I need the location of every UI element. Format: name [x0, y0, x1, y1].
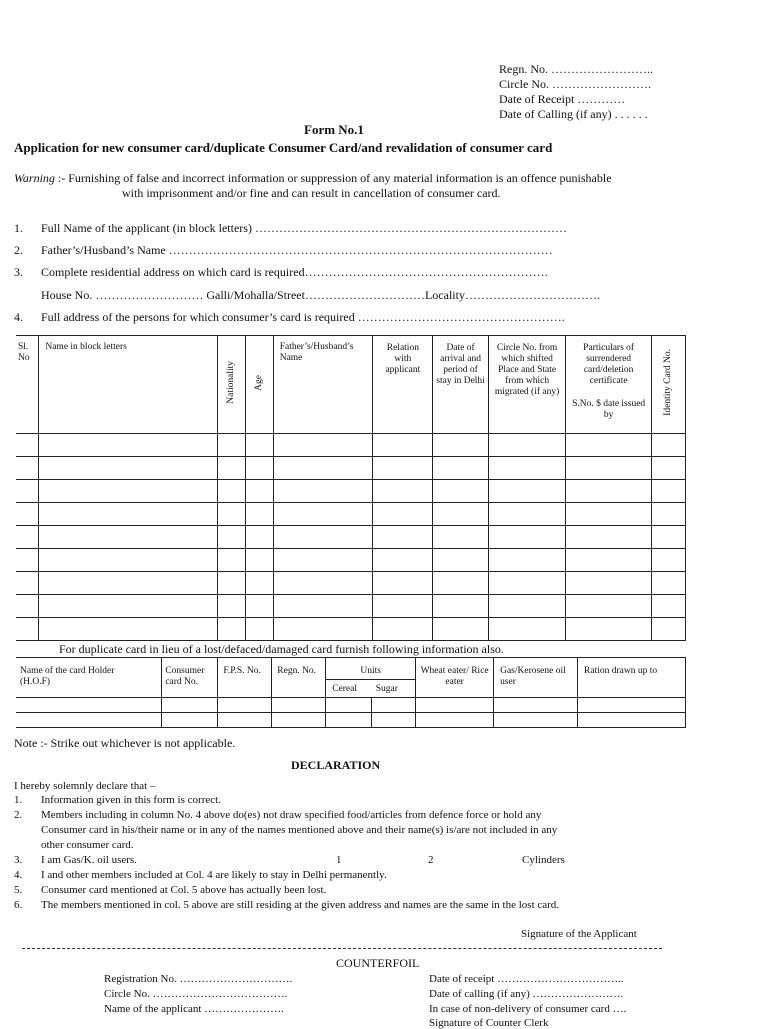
- cell[interactable]: [433, 595, 489, 618]
- col-particulars: Particulars of surrendered card/deletion certificate: [583, 343, 635, 386]
- cell[interactable]: [373, 595, 433, 618]
- cell[interactable]: [218, 503, 246, 526]
- cell[interactable]: [651, 434, 685, 457]
- counterfoil-clerk-signature: Signature of Counter Clerk: [429, 1017, 549, 1029]
- decl-5-text: Consumer card mentioned at Col. 5 above has actually been lost.: [41, 884, 327, 896]
- declaration-intro: I hereby solemnly declare that –: [14, 780, 156, 792]
- cell[interactable]: [218, 457, 246, 480]
- cell[interactable]: [39, 503, 218, 526]
- cell[interactable]: [373, 526, 433, 549]
- members-table: [16, 335, 686, 641]
- cell[interactable]: [578, 698, 686, 713]
- cell[interactable]: [433, 457, 489, 480]
- cell[interactable]: [16, 698, 162, 713]
- counterfoil-date-calling: Date of calling (if any) …………………….: [429, 988, 624, 1000]
- cell[interactable]: [566, 595, 652, 618]
- cell[interactable]: [162, 713, 218, 728]
- cell[interactable]: [566, 434, 652, 457]
- table-row: [16, 618, 686, 641]
- field-4-num: 4.: [14, 310, 23, 324]
- col-identity-card: Identity Card No.: [662, 349, 673, 416]
- col-cereal: Cereal: [332, 684, 358, 694]
- declaration-title: DECLARATION: [291, 758, 381, 772]
- cell[interactable]: [39, 618, 218, 641]
- field-1-num: 1.: [14, 221, 23, 235]
- cell[interactable]: [566, 503, 652, 526]
- cell[interactable]: [39, 526, 218, 549]
- cell[interactable]: [273, 549, 373, 572]
- col-units: Units: [360, 666, 381, 676]
- cell[interactable]: [433, 526, 489, 549]
- cell[interactable]: [245, 434, 273, 457]
- duplicate-header-row: [16, 658, 686, 680]
- decl-3-text: I am Gas/K. oil users.: [41, 854, 137, 866]
- decl-2-text-end: other consumer card.: [41, 839, 134, 851]
- decl-2-num: 2.: [14, 809, 23, 821]
- cell[interactable]: [39, 434, 218, 457]
- warning-line-1: [14, 171, 612, 186]
- field-full-name[interactable]: Full Name of the applicant (in block letters) ……………………………………………………………………: [41, 221, 567, 235]
- col-ration-drawn: Ration drawn up to: [584, 666, 658, 676]
- cell[interactable]: [373, 434, 433, 457]
- cell[interactable]: [218, 698, 272, 713]
- cell[interactable]: [373, 549, 433, 572]
- cell[interactable]: [651, 595, 685, 618]
- field-house-locality[interactable]: House No. ……………………… Galli/Mohalla/Street…………………………Locality…………………………….: [41, 288, 600, 302]
- cell[interactable]: [433, 549, 489, 572]
- col-name: Name in block letters: [45, 342, 127, 352]
- col-fps-no: F.P.S. No.: [223, 666, 261, 676]
- cell[interactable]: [373, 618, 433, 641]
- cell[interactable]: [488, 434, 565, 457]
- cell[interactable]: [373, 503, 433, 526]
- duplicate-table: [16, 657, 686, 728]
- table-row: [16, 480, 686, 503]
- cell[interactable]: [373, 457, 433, 480]
- strike-out-note: Note :- Strike out whichever is not applicable.: [14, 736, 236, 750]
- decl-2-text-cont: Consumer card in his/their name or in any of the names mentioned above and their name(s) is/are not included in any: [41, 824, 558, 836]
- cell[interactable]: [373, 480, 433, 503]
- date-of-receipt-label: Date of Receipt …………: [499, 92, 626, 106]
- decl-5-num: 5.: [14, 884, 23, 896]
- cell[interactable]: [162, 698, 218, 713]
- counterfoil-title: COUNTERFOIL: [336, 956, 420, 970]
- cell[interactable]: [39, 595, 218, 618]
- col-card-holder: Name of the card Holder: [20, 666, 115, 676]
- cell[interactable]: [433, 618, 489, 641]
- cell[interactable]: [245, 618, 273, 641]
- applicant-signature: Signature of the Applicant: [521, 928, 637, 940]
- cell[interactable]: [273, 618, 373, 641]
- field-3-num: 3.: [14, 265, 23, 279]
- cell[interactable]: [218, 526, 246, 549]
- cylinder-option-2[interactable]: 2: [428, 854, 434, 866]
- col-regn-no: Regn. No.: [277, 666, 317, 676]
- cell[interactable]: [488, 618, 565, 641]
- table-row: [16, 526, 686, 549]
- cell[interactable]: [16, 713, 162, 728]
- table-row: [16, 434, 686, 457]
- cylinder-option-1[interactable]: 1: [336, 854, 342, 866]
- cell[interactable]: [566, 526, 652, 549]
- cell[interactable]: [566, 572, 652, 595]
- col-sl: Sl.: [18, 342, 29, 352]
- col-sugar: Sugar: [375, 684, 398, 694]
- decl-6-text: The members mentioned in col. 5 above are still residing at the given address and names are the same in the lost card.: [41, 899, 560, 911]
- table-row: [16, 698, 686, 713]
- form-title: Application for new consumer card/duplicate Consumer Card/and revalidation of consumer card: [14, 140, 553, 155]
- circle-no-label: Circle No. …………………….: [499, 77, 651, 91]
- cell[interactable]: [651, 480, 685, 503]
- decl-3-num: 3.: [14, 854, 23, 866]
- col-relation: Relation with applicant: [385, 343, 421, 375]
- cell[interactable]: [566, 549, 652, 572]
- cylinders-label: Cylinders: [522, 854, 565, 866]
- table-row: [16, 457, 686, 480]
- cell[interactable]: [651, 503, 685, 526]
- cell[interactable]: [39, 572, 218, 595]
- table-row: [16, 572, 686, 595]
- cell[interactable]: [273, 457, 373, 480]
- cell[interactable]: [245, 457, 273, 480]
- cell[interactable]: [245, 595, 273, 618]
- cell[interactable]: [218, 434, 246, 457]
- col-circle-from: Circle No. from which shifted Place and State from which migrated (if any): [494, 343, 560, 397]
- cell[interactable]: [651, 572, 685, 595]
- cell[interactable]: [651, 526, 685, 549]
- cell[interactable]: [245, 526, 273, 549]
- cell[interactable]: [273, 434, 373, 457]
- decl-4-text: I and other members included at Col. 4 are likely to stay in Delhi permanently.: [41, 869, 387, 881]
- cell[interactable]: [273, 595, 373, 618]
- decl-1-text: Information given in this form is correct.: [41, 794, 221, 806]
- counterfoil-circle-no: Circle No. ……………………………….: [104, 988, 288, 1000]
- cell[interactable]: [245, 549, 273, 572]
- col-no: No: [18, 353, 30, 363]
- col-gas-kerosene: Gas/Kerosene oil user: [500, 666, 566, 687]
- col-nationality: Nationality: [226, 361, 237, 404]
- cell[interactable]: [651, 457, 685, 480]
- cell[interactable]: [373, 572, 433, 595]
- table-row: [16, 713, 686, 728]
- cell[interactable]: [218, 595, 246, 618]
- cell[interactable]: [651, 549, 685, 572]
- counterfoil-non-delivery: In case of non-delivery of consumer card ….: [429, 1003, 627, 1015]
- cell[interactable]: [272, 698, 326, 713]
- cell[interactable]: [326, 698, 372, 713]
- cell[interactable]: [39, 549, 218, 572]
- regn-no-label: Regn. No. ……………………..: [499, 62, 653, 76]
- cell[interactable]: [416, 698, 494, 713]
- warning-label: Warning: [14, 171, 55, 185]
- cell[interactable]: [218, 713, 272, 728]
- col-consumer-card-no: Consumer card No.: [165, 666, 205, 687]
- col-card-holder-hof: (H.O.F): [20, 677, 51, 687]
- cell[interactable]: [218, 549, 246, 572]
- cell[interactable]: [372, 713, 416, 728]
- col-sno-date: S.No. $ date issued by: [572, 399, 646, 420]
- cut-line: [22, 948, 662, 949]
- table-row: [16, 503, 686, 526]
- members-header-row: [16, 336, 686, 434]
- cell[interactable]: [273, 572, 373, 595]
- cell[interactable]: [566, 457, 652, 480]
- cell[interactable]: [488, 457, 565, 480]
- table-row: [16, 595, 686, 618]
- decl-1-num: 1.: [14, 794, 23, 806]
- warning-text: :- Furnishing of false and incorrect information or suppression of any material information is an offence punishable: [57, 171, 612, 185]
- decl-4-num: 4.: [14, 869, 23, 881]
- cell[interactable]: [488, 480, 565, 503]
- cell[interactable]: [433, 572, 489, 595]
- cell[interactable]: [488, 572, 565, 595]
- cell[interactable]: [416, 713, 494, 728]
- cell[interactable]: [488, 526, 565, 549]
- col-father-name: Father’s/Husband’s Name: [279, 342, 354, 363]
- cell[interactable]: [273, 503, 373, 526]
- table-row: [16, 549, 686, 572]
- duplicate-note: For duplicate card in lieu of a lost/defaced/damaged card furnish following information also.: [59, 642, 504, 656]
- cell[interactable]: [566, 618, 652, 641]
- form-number: Form No.1: [304, 122, 364, 137]
- cell[interactable]: [488, 549, 565, 572]
- field-2-num: 2.: [14, 243, 23, 257]
- decl-6-num: 6.: [14, 899, 23, 911]
- counterfoil-date-receipt: Date of receipt ……………………………..: [429, 973, 624, 985]
- field-residential-address[interactable]: Complete residential address on which card is required…………………………………………………….: [41, 265, 548, 279]
- cell[interactable]: [372, 698, 416, 713]
- cell[interactable]: [326, 713, 372, 728]
- cell[interactable]: [245, 503, 273, 526]
- cell[interactable]: [651, 618, 685, 641]
- warning-line-2: with imprisonment and/or fine and can result in cancellation of consumer card.: [122, 186, 501, 200]
- cell[interactable]: [39, 480, 218, 503]
- cell[interactable]: [218, 618, 246, 641]
- cell[interactable]: [245, 572, 273, 595]
- cell[interactable]: [433, 480, 489, 503]
- cell[interactable]: [218, 572, 246, 595]
- cell[interactable]: [488, 503, 565, 526]
- col-date-arrival: Date of arrival and period of stay in Delhi: [436, 343, 485, 386]
- cell[interactable]: [578, 713, 686, 728]
- cell[interactable]: [494, 698, 578, 713]
- counterfoil-registration-no: Registration No. ………………………….: [104, 973, 293, 985]
- col-wheat-rice: Wheat eater/ Rice eater: [420, 666, 489, 687]
- field-full-address[interactable]: Full address of the persons for which consumer’s card is required …………………………………………….: [41, 310, 565, 324]
- cell[interactable]: [245, 480, 273, 503]
- cell[interactable]: [494, 713, 578, 728]
- cell[interactable]: [272, 713, 326, 728]
- field-father-name[interactable]: Father’s/Husband’s Name ……………………………………………………………………………………: [41, 243, 553, 257]
- counterfoil-applicant-name: Name of the applicant ………………….: [104, 1003, 284, 1015]
- cell[interactable]: [273, 526, 373, 549]
- date-of-calling-label: Date of Calling (if any) . . . . . .: [499, 107, 648, 121]
- cell[interactable]: [488, 595, 565, 618]
- cell[interactable]: [566, 480, 652, 503]
- cell[interactable]: [433, 503, 489, 526]
- cell[interactable]: [433, 434, 489, 457]
- cell[interactable]: [39, 457, 218, 480]
- col-age: Age: [253, 374, 264, 391]
- cell[interactable]: [273, 480, 373, 503]
- cell[interactable]: [218, 480, 246, 503]
- decl-2-text: Members including in column No. 4 above do(es) not draw specified food/articles from defence force or hold any: [41, 809, 542, 821]
